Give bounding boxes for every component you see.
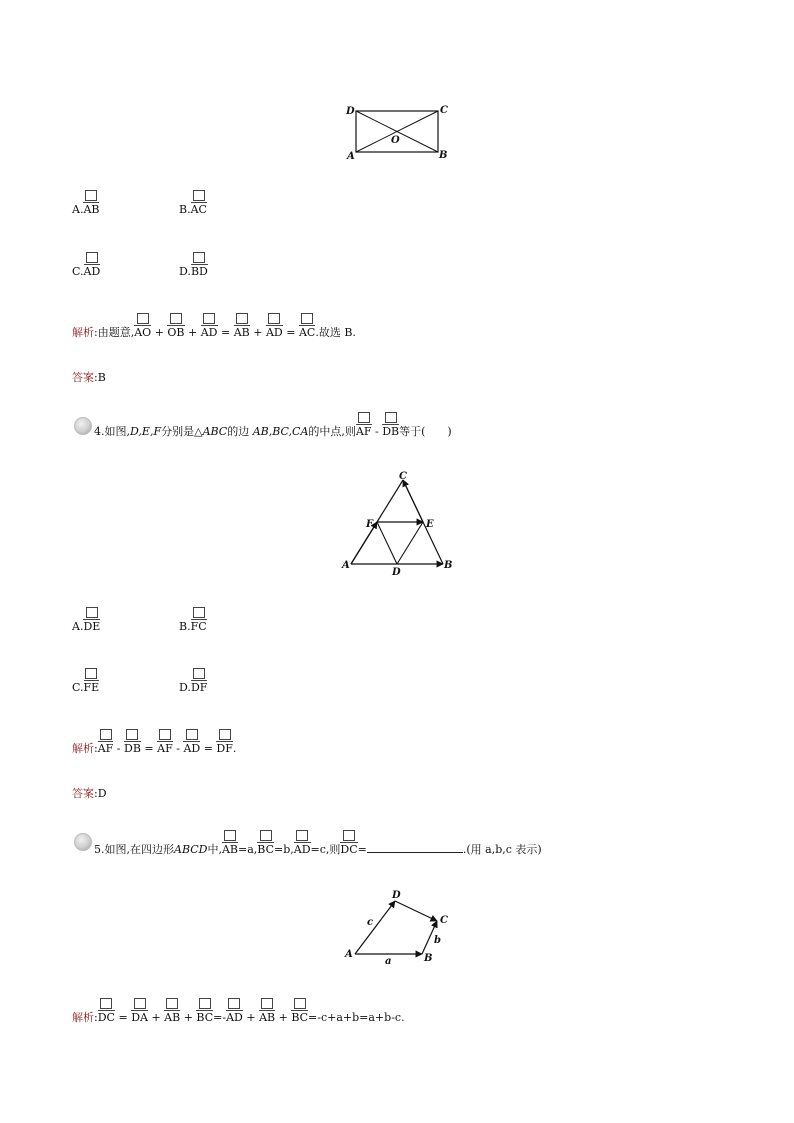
label-b: b	[434, 935, 441, 946]
label-D: D	[346, 106, 355, 117]
vector: AD	[83, 265, 101, 278]
label-B: B	[439, 150, 448, 161]
label-D: D	[392, 567, 401, 578]
vector: FC	[190, 620, 207, 633]
q5-analysis: 解析:DC = DA + AB + BC=-AD + AB + BC=-c+a+b=a+b-c.	[72, 1011, 405, 1024]
label-c: c	[367, 917, 374, 928]
q4-option-b[interactable]: B.FC	[179, 620, 207, 633]
q3-analysis: 解析:由题意,AO + OB + AD = AB + AD = AC.故选 B.	[72, 326, 356, 339]
label-A: A	[347, 151, 355, 162]
analysis-label: 解析	[72, 742, 94, 755]
q4-stem: 4.如图,D,E,F分别是△ABC的边 AB,BC,CA的中点,则AF - DB等于( )	[94, 425, 452, 438]
q3-answer: 答案:B	[72, 371, 106, 384]
q4-answer: 答案:D	[72, 787, 107, 800]
rectangle-figure	[340, 100, 455, 162]
vector: FE	[83, 681, 100, 694]
answer-label: 答案	[72, 787, 94, 800]
vector: BD	[190, 265, 208, 278]
label-E: E	[426, 519, 434, 530]
vector: DE	[83, 620, 101, 633]
analysis-label: 解析	[72, 326, 94, 339]
label-C: C	[399, 471, 407, 482]
quadrilateral-figure	[340, 885, 455, 967]
label-A: A	[342, 560, 350, 571]
triangle-figure	[338, 468, 458, 580]
answer-label: 答案	[72, 371, 94, 384]
q5-stem: 5.如图,在四边形ABCD中,AB=a,BC=b,AD=c,则DC= .(用 a,b,c 表示)	[94, 843, 542, 856]
question-marker-icon	[74, 417, 92, 435]
label-O: O	[391, 135, 400, 146]
label-B: B	[424, 953, 433, 964]
label-C: C	[440, 105, 448, 116]
label-B: B	[444, 560, 453, 571]
q4-option-c[interactable]: C.FE	[72, 681, 100, 694]
answer-value: D	[97, 787, 107, 800]
label-a: a	[385, 956, 392, 967]
q3-option-d[interactable]: D.BD	[179, 265, 208, 278]
analysis-label: 解析	[72, 1011, 94, 1024]
q4-option-a[interactable]: A.DE	[72, 620, 101, 633]
vector: DF	[190, 681, 208, 694]
label-F: F	[366, 519, 374, 530]
label-A: A	[345, 949, 353, 960]
vector: AB	[83, 203, 100, 216]
answer-value: B	[97, 371, 106, 384]
label-D: D	[392, 890, 401, 901]
q4-analysis: 解析:AF - DB = AF - AD = DF.	[72, 742, 237, 755]
question-marker-icon	[74, 833, 92, 851]
q4-option-d[interactable]: D.DF	[179, 681, 208, 694]
q3-option-a[interactable]: A.AB	[72, 203, 100, 216]
q3-option-c[interactable]: C.AD	[72, 265, 101, 278]
vector: AC	[190, 203, 207, 216]
label-C: C	[440, 915, 448, 926]
q3-option-b[interactable]: B.AC	[179, 203, 207, 216]
answer-blank[interactable]	[367, 841, 463, 853]
